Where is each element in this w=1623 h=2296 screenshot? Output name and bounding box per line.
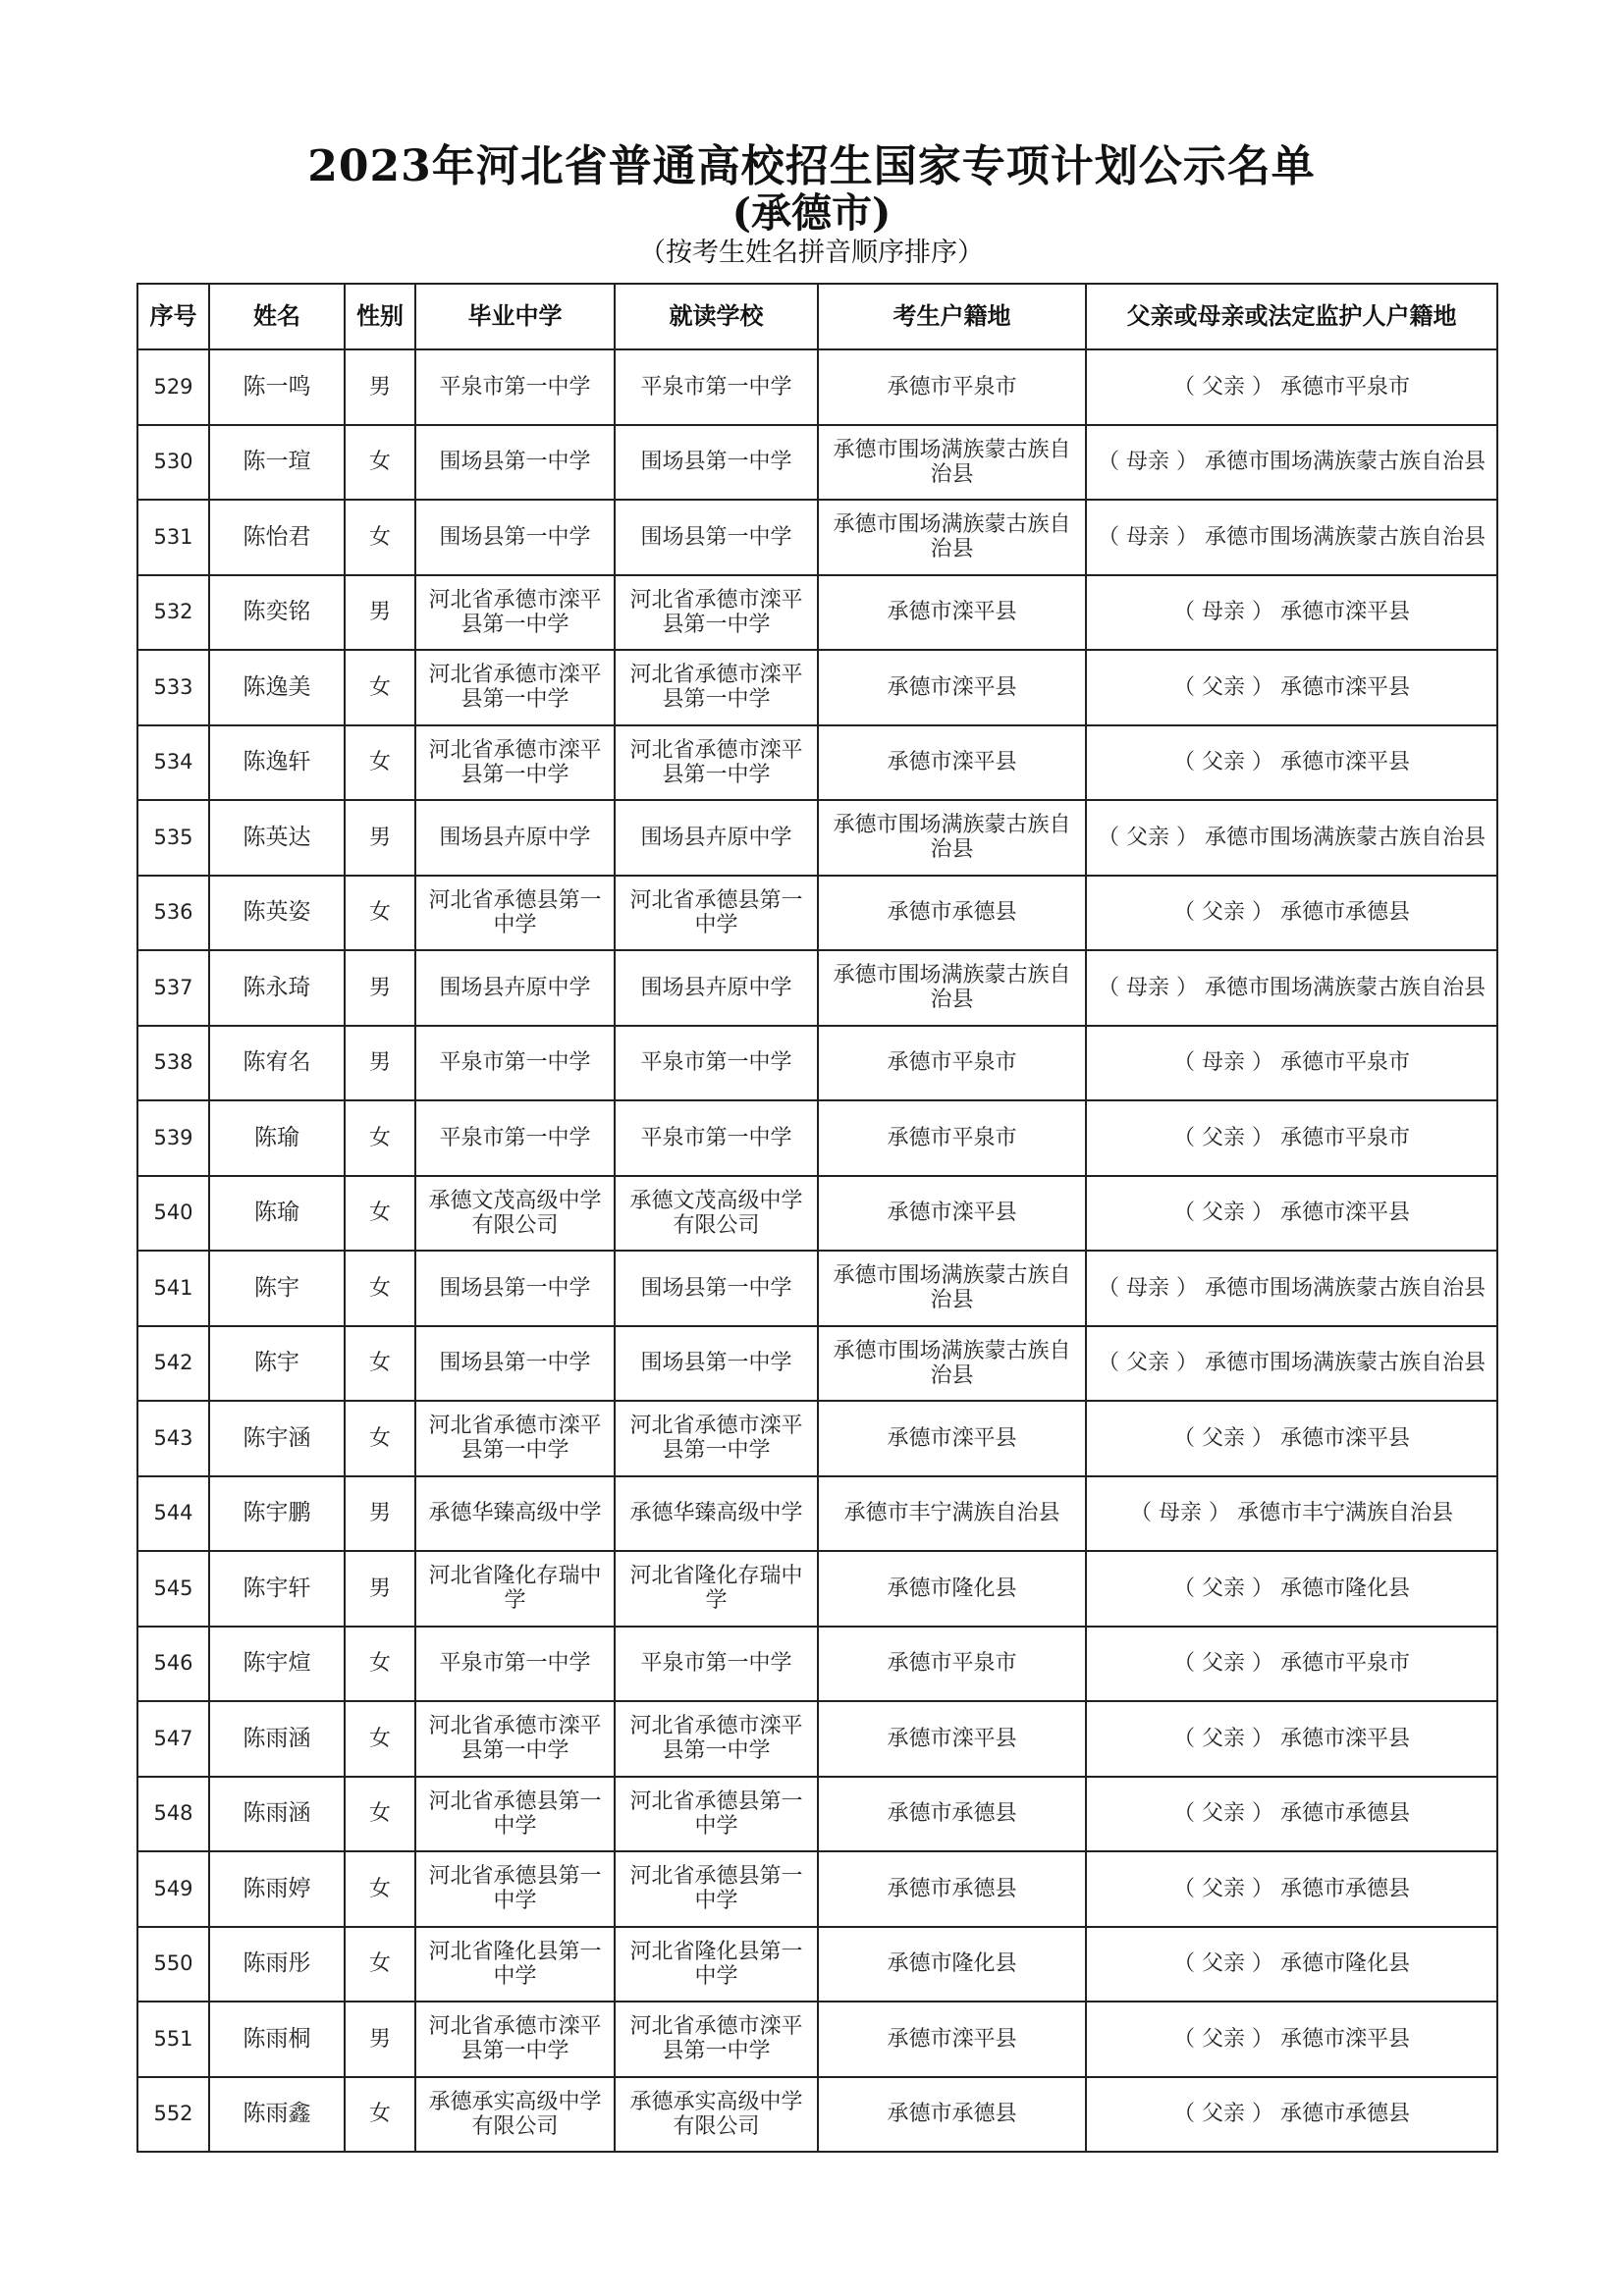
- guardian-residence-cell: （ 母亲 ） 承德市围场满族蒙古族自治县: [1086, 500, 1497, 575]
- graduation-school-cell: 河北省承德县第一中学: [415, 876, 615, 951]
- serial-cell: 531: [137, 500, 209, 575]
- name-cell: 陈一瑄: [209, 425, 345, 501]
- serial-cell: 538: [137, 1026, 209, 1101]
- student-residence-cell: 承德市围场满族蒙古族自治县: [818, 950, 1086, 1026]
- header-gender: 性别: [345, 284, 415, 349]
- table-row: [137, 1176, 1497, 1252]
- current-school-cell: 河北省承德市滦平县第一中学: [615, 575, 818, 651]
- guardian-residence-cell: （ 父亲 ） 承德市隆化县: [1086, 1551, 1497, 1627]
- serial-cell: 540: [137, 1176, 209, 1252]
- serial-cell: 546: [137, 1627, 209, 1702]
- graduation-school-cell: 承德华臻高级中学: [415, 1476, 615, 1552]
- student-residence-cell: 承德市隆化县: [818, 1551, 1086, 1627]
- table-row: [137, 1251, 1497, 1326]
- gender-cell: 女: [345, 1701, 415, 1777]
- name-cell: 陈宇煊: [209, 1627, 345, 1702]
- table-row: [137, 1026, 1497, 1101]
- serial-cell: 535: [137, 800, 209, 876]
- guardian-residence-cell: （ 父亲 ） 承德市平泉市: [1086, 1100, 1497, 1176]
- sort-note: （按考生姓名拼音顺序排序）: [639, 238, 984, 268]
- table-row: [137, 1701, 1497, 1777]
- graduation-school-cell: 围场县第一中学: [415, 1326, 615, 1402]
- table-row: [137, 1476, 1497, 1552]
- current-school-cell: 平泉市第一中学: [615, 1026, 818, 1101]
- table-row: [137, 1551, 1497, 1627]
- guardian-residence-cell: （ 父亲 ） 承德市滦平县: [1086, 725, 1497, 801]
- guardian-residence-cell: （ 父亲 ） 承德市滦平县: [1086, 1176, 1497, 1252]
- student-residence-cell: 承德市平泉市: [818, 1026, 1086, 1101]
- header-graduation-school: 毕业中学: [415, 284, 615, 349]
- student-residence-cell: 承德市围场满族蒙古族自治县: [818, 500, 1086, 575]
- serial-cell: 547: [137, 1701, 209, 1777]
- name-cell: 陈瑜: [209, 1100, 345, 1176]
- gender-cell: 女: [345, 1326, 415, 1402]
- gender-cell: 女: [345, 1176, 415, 1252]
- gender-cell: 女: [345, 1100, 415, 1176]
- student-residence-cell: 承德市滦平县: [818, 725, 1086, 801]
- serial-cell: 532: [137, 575, 209, 651]
- graduation-school-cell: 河北省承德县第一中学: [415, 1851, 615, 1927]
- current-school-cell: 河北省承德县第一中学: [615, 1777, 818, 1852]
- gender-cell: 女: [345, 1627, 415, 1702]
- current-school-cell: 承德承实高级中学有限公司: [615, 2077, 818, 2153]
- name-cell: 陈逸美: [209, 650, 345, 725]
- graduation-school-cell: 围场县第一中学: [415, 500, 615, 575]
- graduation-school-cell: 河北省承德市滦平县第一中学: [415, 650, 615, 725]
- gender-cell: 女: [345, 650, 415, 725]
- guardian-residence-cell: （ 母亲 ） 承德市平泉市: [1086, 1026, 1497, 1101]
- gender-cell: 男: [345, 349, 415, 425]
- current-school-cell: 河北省承德市滦平县第一中学: [615, 2002, 818, 2077]
- header-serial: 序号: [137, 284, 209, 349]
- table-row: [137, 650, 1497, 725]
- name-cell: 陈宥名: [209, 1026, 345, 1101]
- student-residence-cell: 承德市滦平县: [818, 575, 1086, 651]
- graduation-school-cell: 平泉市第一中学: [415, 1100, 615, 1176]
- table-row: [137, 1326, 1497, 1402]
- student-residence-cell: 承德市平泉市: [818, 1627, 1086, 1702]
- table-row: [137, 725, 1497, 801]
- gender-cell: 男: [345, 1551, 415, 1627]
- gender-cell: 男: [345, 1026, 415, 1101]
- graduation-school-cell: 围场县卉原中学: [415, 800, 615, 876]
- current-school-cell: 围场县卉原中学: [615, 800, 818, 876]
- serial-cell: 550: [137, 1927, 209, 2002]
- serial-cell: 543: [137, 1401, 209, 1476]
- gender-cell: 男: [345, 1476, 415, 1552]
- table-header-row: [137, 284, 1497, 349]
- guardian-residence-cell: （ 母亲 ） 承德市丰宁满族自治县: [1086, 1476, 1497, 1552]
- graduation-school-cell: 平泉市第一中学: [415, 1627, 615, 1702]
- student-residence-cell: 承德市围场满族蒙古族自治县: [818, 1251, 1086, 1326]
- student-residence-cell: 承德市承德县: [818, 1777, 1086, 1852]
- name-cell: 陈雨桐: [209, 2002, 345, 2077]
- guardian-residence-cell: （ 父亲 ） 承德市承德县: [1086, 1851, 1497, 1927]
- gender-cell: 女: [345, 500, 415, 575]
- current-school-cell: 承德文茂高级中学有限公司: [615, 1176, 818, 1252]
- current-school-cell: 平泉市第一中学: [615, 1100, 818, 1176]
- current-school-cell: 河北省承德县第一中学: [615, 876, 818, 951]
- current-school-cell: 河北省承德县第一中学: [615, 1851, 818, 1927]
- table-row: [137, 1627, 1497, 1702]
- guardian-residence-cell: （ 母亲 ） 承德市围场满族蒙古族自治县: [1086, 950, 1497, 1026]
- current-school-cell: 承德华臻高级中学: [615, 1476, 818, 1552]
- gender-cell: 男: [345, 2002, 415, 2077]
- student-residence-cell: 承德市围场满族蒙古族自治县: [818, 1326, 1086, 1402]
- student-list-table: [136, 283, 1498, 2153]
- student-residence-cell: 承德市承德县: [818, 2077, 1086, 2153]
- graduation-school-cell: 承德文茂高级中学有限公司: [415, 1176, 615, 1252]
- serial-cell: 539: [137, 1100, 209, 1176]
- current-school-cell: 围场县卉原中学: [615, 950, 818, 1026]
- guardian-residence-cell: （ 父亲 ） 承德市围场满族蒙古族自治县: [1086, 1326, 1497, 1402]
- serial-cell: 530: [137, 425, 209, 501]
- name-cell: 陈宇: [209, 1326, 345, 1402]
- guardian-residence-cell: （ 父亲 ） 承德市平泉市: [1086, 349, 1497, 425]
- gender-cell: 女: [345, 425, 415, 501]
- current-school-cell: 河北省承德市滦平县第一中学: [615, 650, 818, 725]
- graduation-school-cell: 围场县卉原中学: [415, 950, 615, 1026]
- current-school-cell: 平泉市第一中学: [615, 349, 818, 425]
- graduation-school-cell: 平泉市第一中学: [415, 349, 615, 425]
- name-cell: 陈英达: [209, 800, 345, 876]
- guardian-residence-cell: （ 父亲 ） 承德市隆化县: [1086, 1927, 1497, 2002]
- graduation-school-cell: 河北省隆化存瑞中学: [415, 1551, 615, 1627]
- serial-cell: 541: [137, 1251, 209, 1326]
- serial-cell: 534: [137, 725, 209, 801]
- student-residence-cell: 承德市滦平县: [818, 1401, 1086, 1476]
- serial-cell: 544: [137, 1476, 209, 1552]
- name-cell: 陈宇鹏: [209, 1476, 345, 1552]
- serial-cell: 551: [137, 2002, 209, 2077]
- current-school-cell: 围场县第一中学: [615, 500, 818, 575]
- document-subtitle: (承德市): [731, 189, 892, 237]
- guardian-residence-cell: （ 母亲 ） 承德市围场满族蒙古族自治县: [1086, 425, 1497, 501]
- guardian-residence-cell: （ 父亲 ） 承德市平泉市: [1086, 1627, 1497, 1702]
- graduation-school-cell: 河北省承德市滦平县第一中学: [415, 2002, 615, 2077]
- table-row: [137, 800, 1497, 876]
- guardian-residence-cell: （ 父亲 ） 承德市滦平县: [1086, 1401, 1497, 1476]
- name-cell: 陈宇涵: [209, 1401, 345, 1476]
- gender-cell: 女: [345, 2077, 415, 2153]
- student-residence-cell: 承德市围场满族蒙古族自治县: [818, 425, 1086, 501]
- gender-cell: 女: [345, 1927, 415, 2002]
- guardian-residence-cell: （ 父亲 ） 承德市承德县: [1086, 876, 1497, 951]
- gender-cell: 女: [345, 1251, 415, 1326]
- graduation-school-cell: 河北省隆化县第一中学: [415, 1927, 615, 2002]
- current-school-cell: 河北省隆化县第一中学: [615, 1927, 818, 2002]
- table-row: [137, 575, 1497, 651]
- graduation-school-cell: 河北省承德县第一中学: [415, 1777, 615, 1852]
- table-row: [137, 1777, 1497, 1852]
- table-row: [137, 2077, 1497, 2153]
- student-residence-cell: 承德市滦平县: [818, 1701, 1086, 1777]
- serial-cell: 548: [137, 1777, 209, 1852]
- gender-cell: 女: [345, 1777, 415, 1852]
- header-current-school: 就读学校: [615, 284, 818, 349]
- gender-cell: 男: [345, 575, 415, 651]
- name-cell: 陈雨涵: [209, 1777, 345, 1852]
- current-school-cell: 河北省隆化存瑞中学: [615, 1551, 818, 1627]
- name-cell: 陈雨婷: [209, 1851, 345, 1927]
- serial-cell: 529: [137, 349, 209, 425]
- current-school-cell: 河北省承德市滦平县第一中学: [615, 1401, 818, 1476]
- name-cell: 陈逸轩: [209, 725, 345, 801]
- name-cell: 陈宇轩: [209, 1551, 345, 1627]
- graduation-school-cell: 围场县第一中学: [415, 1251, 615, 1326]
- name-cell: 陈英姿: [209, 876, 345, 951]
- current-school-cell: 围场县第一中学: [615, 425, 818, 501]
- gender-cell: 女: [345, 1401, 415, 1476]
- current-school-cell: 围场县第一中学: [615, 1251, 818, 1326]
- student-residence-cell: 承德市滦平县: [818, 650, 1086, 725]
- table-row: [137, 425, 1497, 501]
- table-row: [137, 2002, 1497, 2077]
- current-school-cell: 平泉市第一中学: [615, 1627, 818, 1702]
- guardian-residence-cell: （ 父亲 ） 承德市围场满族蒙古族自治县: [1086, 800, 1497, 876]
- current-school-cell: 河北省承德市滦平县第一中学: [615, 725, 818, 801]
- name-cell: 陈雨涵: [209, 1701, 345, 1777]
- graduation-school-cell: 河北省承德市滦平县第一中学: [415, 1701, 615, 1777]
- student-residence-cell: 承德市隆化县: [818, 1927, 1086, 2002]
- current-school-cell: 围场县第一中学: [615, 1326, 818, 1402]
- graduation-school-cell: 承德承实高级中学有限公司: [415, 2077, 615, 2153]
- name-cell: 陈瑜: [209, 1176, 345, 1252]
- graduation-school-cell: 河北省承德市滦平县第一中学: [415, 725, 615, 801]
- student-residence-cell: 承德市围场满族蒙古族自治县: [818, 800, 1086, 876]
- serial-cell: 537: [137, 950, 209, 1026]
- name-cell: 陈雨彤: [209, 1927, 345, 2002]
- table-row: [137, 1851, 1497, 1927]
- student-residence-cell: 承德市平泉市: [818, 1100, 1086, 1176]
- serial-cell: 533: [137, 650, 209, 725]
- serial-cell: 545: [137, 1551, 209, 1627]
- guardian-residence-cell: （ 父亲 ） 承德市承德县: [1086, 2077, 1497, 2153]
- current-school-cell: 河北省承德市滦平县第一中学: [615, 1701, 818, 1777]
- graduation-school-cell: 围场县第一中学: [415, 425, 615, 501]
- header-guardian-residence: 父亲或母亲或法定监护人户籍地: [1086, 284, 1497, 349]
- gender-cell: 男: [345, 800, 415, 876]
- serial-cell: 536: [137, 876, 209, 951]
- guardian-residence-cell: （ 父亲 ） 承德市承德县: [1086, 1777, 1497, 1852]
- graduation-school-cell: 河北省承德市滦平县第一中学: [415, 575, 615, 651]
- student-residence-cell: 承德市承德县: [818, 1851, 1086, 1927]
- guardian-residence-cell: （ 父亲 ） 承德市滦平县: [1086, 2002, 1497, 2077]
- graduation-school-cell: 平泉市第一中学: [415, 1026, 615, 1101]
- table-row: [137, 876, 1497, 951]
- gender-cell: 男: [345, 950, 415, 1026]
- guardian-residence-cell: （ 母亲 ） 承德市围场满族蒙古族自治县: [1086, 1251, 1497, 1326]
- name-cell: 陈奕铭: [209, 575, 345, 651]
- table-row: [137, 950, 1497, 1026]
- student-residence-cell: 承德市丰宁满族自治县: [818, 1476, 1086, 1552]
- gender-cell: 女: [345, 876, 415, 951]
- student-residence-cell: 承德市滦平县: [818, 2002, 1086, 2077]
- serial-cell: 549: [137, 1851, 209, 1927]
- name-cell: 陈永琦: [209, 950, 345, 1026]
- table-row: [137, 1401, 1497, 1476]
- student-residence-cell: 承德市承德县: [818, 876, 1086, 951]
- header-student-residence: 考生户籍地: [818, 284, 1086, 349]
- table-row: [137, 1100, 1497, 1176]
- serial-cell: 542: [137, 1326, 209, 1402]
- document-title: 2023年河北省普通高校招生国家专项计划公示名单: [307, 141, 1316, 191]
- student-residence-cell: 承德市平泉市: [818, 349, 1086, 425]
- guardian-residence-cell: （ 父亲 ） 承德市滦平县: [1086, 650, 1497, 725]
- name-cell: 陈怡君: [209, 500, 345, 575]
- gender-cell: 女: [345, 725, 415, 801]
- gender-cell: 女: [345, 1851, 415, 1927]
- name-cell: 陈宇: [209, 1251, 345, 1326]
- graduation-school-cell: 河北省承德市滦平县第一中学: [415, 1401, 615, 1476]
- guardian-residence-cell: （ 父亲 ） 承德市滦平县: [1086, 1701, 1497, 1777]
- header-name: 姓名: [209, 284, 345, 349]
- name-cell: 陈一鸣: [209, 349, 345, 425]
- table-row: [137, 349, 1497, 425]
- guardian-residence-cell: （ 母亲 ） 承德市滦平县: [1086, 575, 1497, 651]
- table-row: [137, 1927, 1497, 2002]
- student-residence-cell: 承德市滦平县: [818, 1176, 1086, 1252]
- table-row: [137, 500, 1497, 575]
- serial-cell: 552: [137, 2077, 209, 2153]
- name-cell: 陈雨鑫: [209, 2077, 345, 2153]
